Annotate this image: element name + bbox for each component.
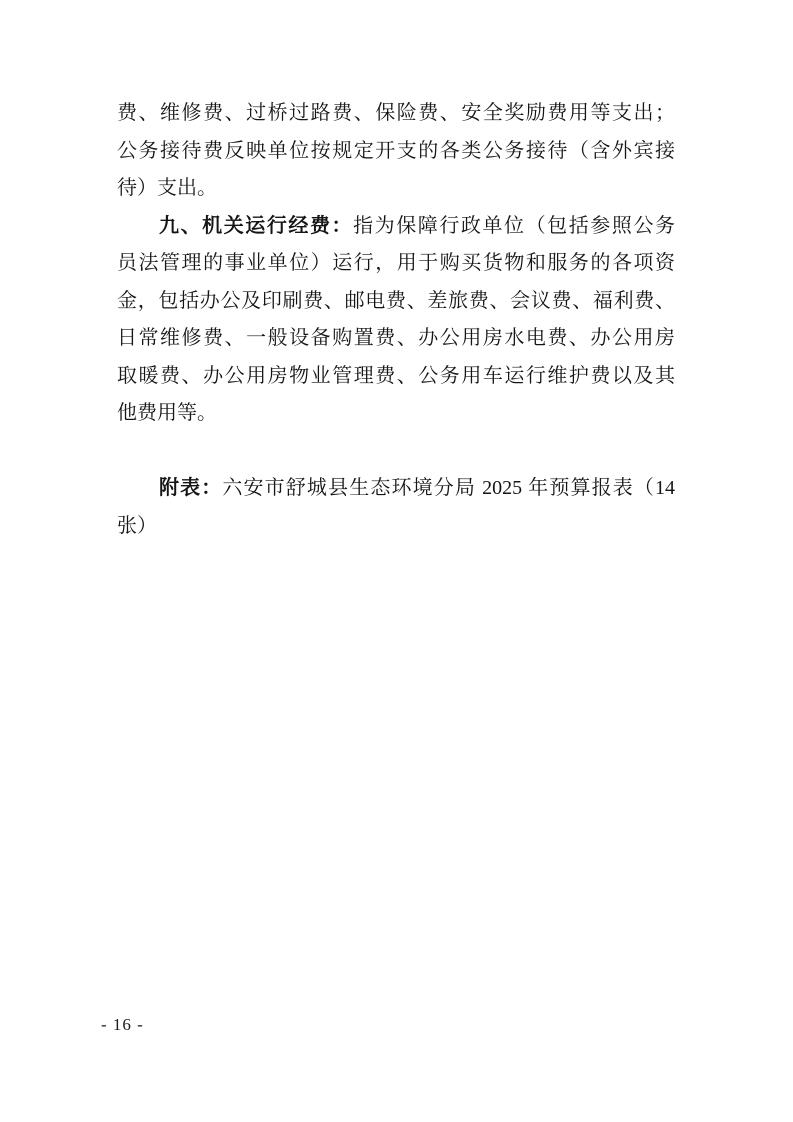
paragraph-line [117,95,675,133]
body-text-line: 金，包括办公及印刷费、邮电费、差旅费、会议费、福利费、 [117,289,675,312]
paragraph-line [117,170,675,208]
paragraph-line [117,358,675,396]
paragraph-line [117,508,675,546]
paragraph-line [117,133,675,171]
paragraph-line [117,470,675,508]
section-heading-bold: 九、机关运行经费： [159,214,354,237]
body-text-line: 员法管理的事业单位）运行，用于购买货物和服务的各项资 [117,252,675,274]
body-text-line: 指为保障行政单位（包括参照公务 [353,214,675,237]
body-text-line: 取暖费、办公用房物业管理费、公务用车运行维护费以及其 [117,364,675,387]
text-block [117,95,675,545]
paragraph-line [117,395,675,433]
body-text-line: 待）支出。 [117,177,217,199]
page-number: - 16 - [101,1015,144,1034]
body-text-line: 费、维修费、过桥过路费、保险费、安全奖励费用等支出； [117,102,675,124]
blank-line [117,433,675,471]
body-text-line: 日常维修费、一般设备购置费、办公用房水电费、办公用房 [117,327,675,349]
paragraph-line [117,208,675,246]
paragraph-line [117,283,675,321]
body-text-line: 张） [117,514,157,537]
paragraph-line [117,320,675,358]
attachment-label-bold: 附表： [159,477,223,499]
body-text-line: 他费用等。 [117,402,217,424]
paragraph-line [117,245,675,283]
body-text-line: 公务接待费反映单位按规定开支的各类公务接待（含外宾接 [117,139,675,162]
body-text-line: 六安市舒城县生态环境分局 2025 年预算报表（14 [222,477,675,499]
